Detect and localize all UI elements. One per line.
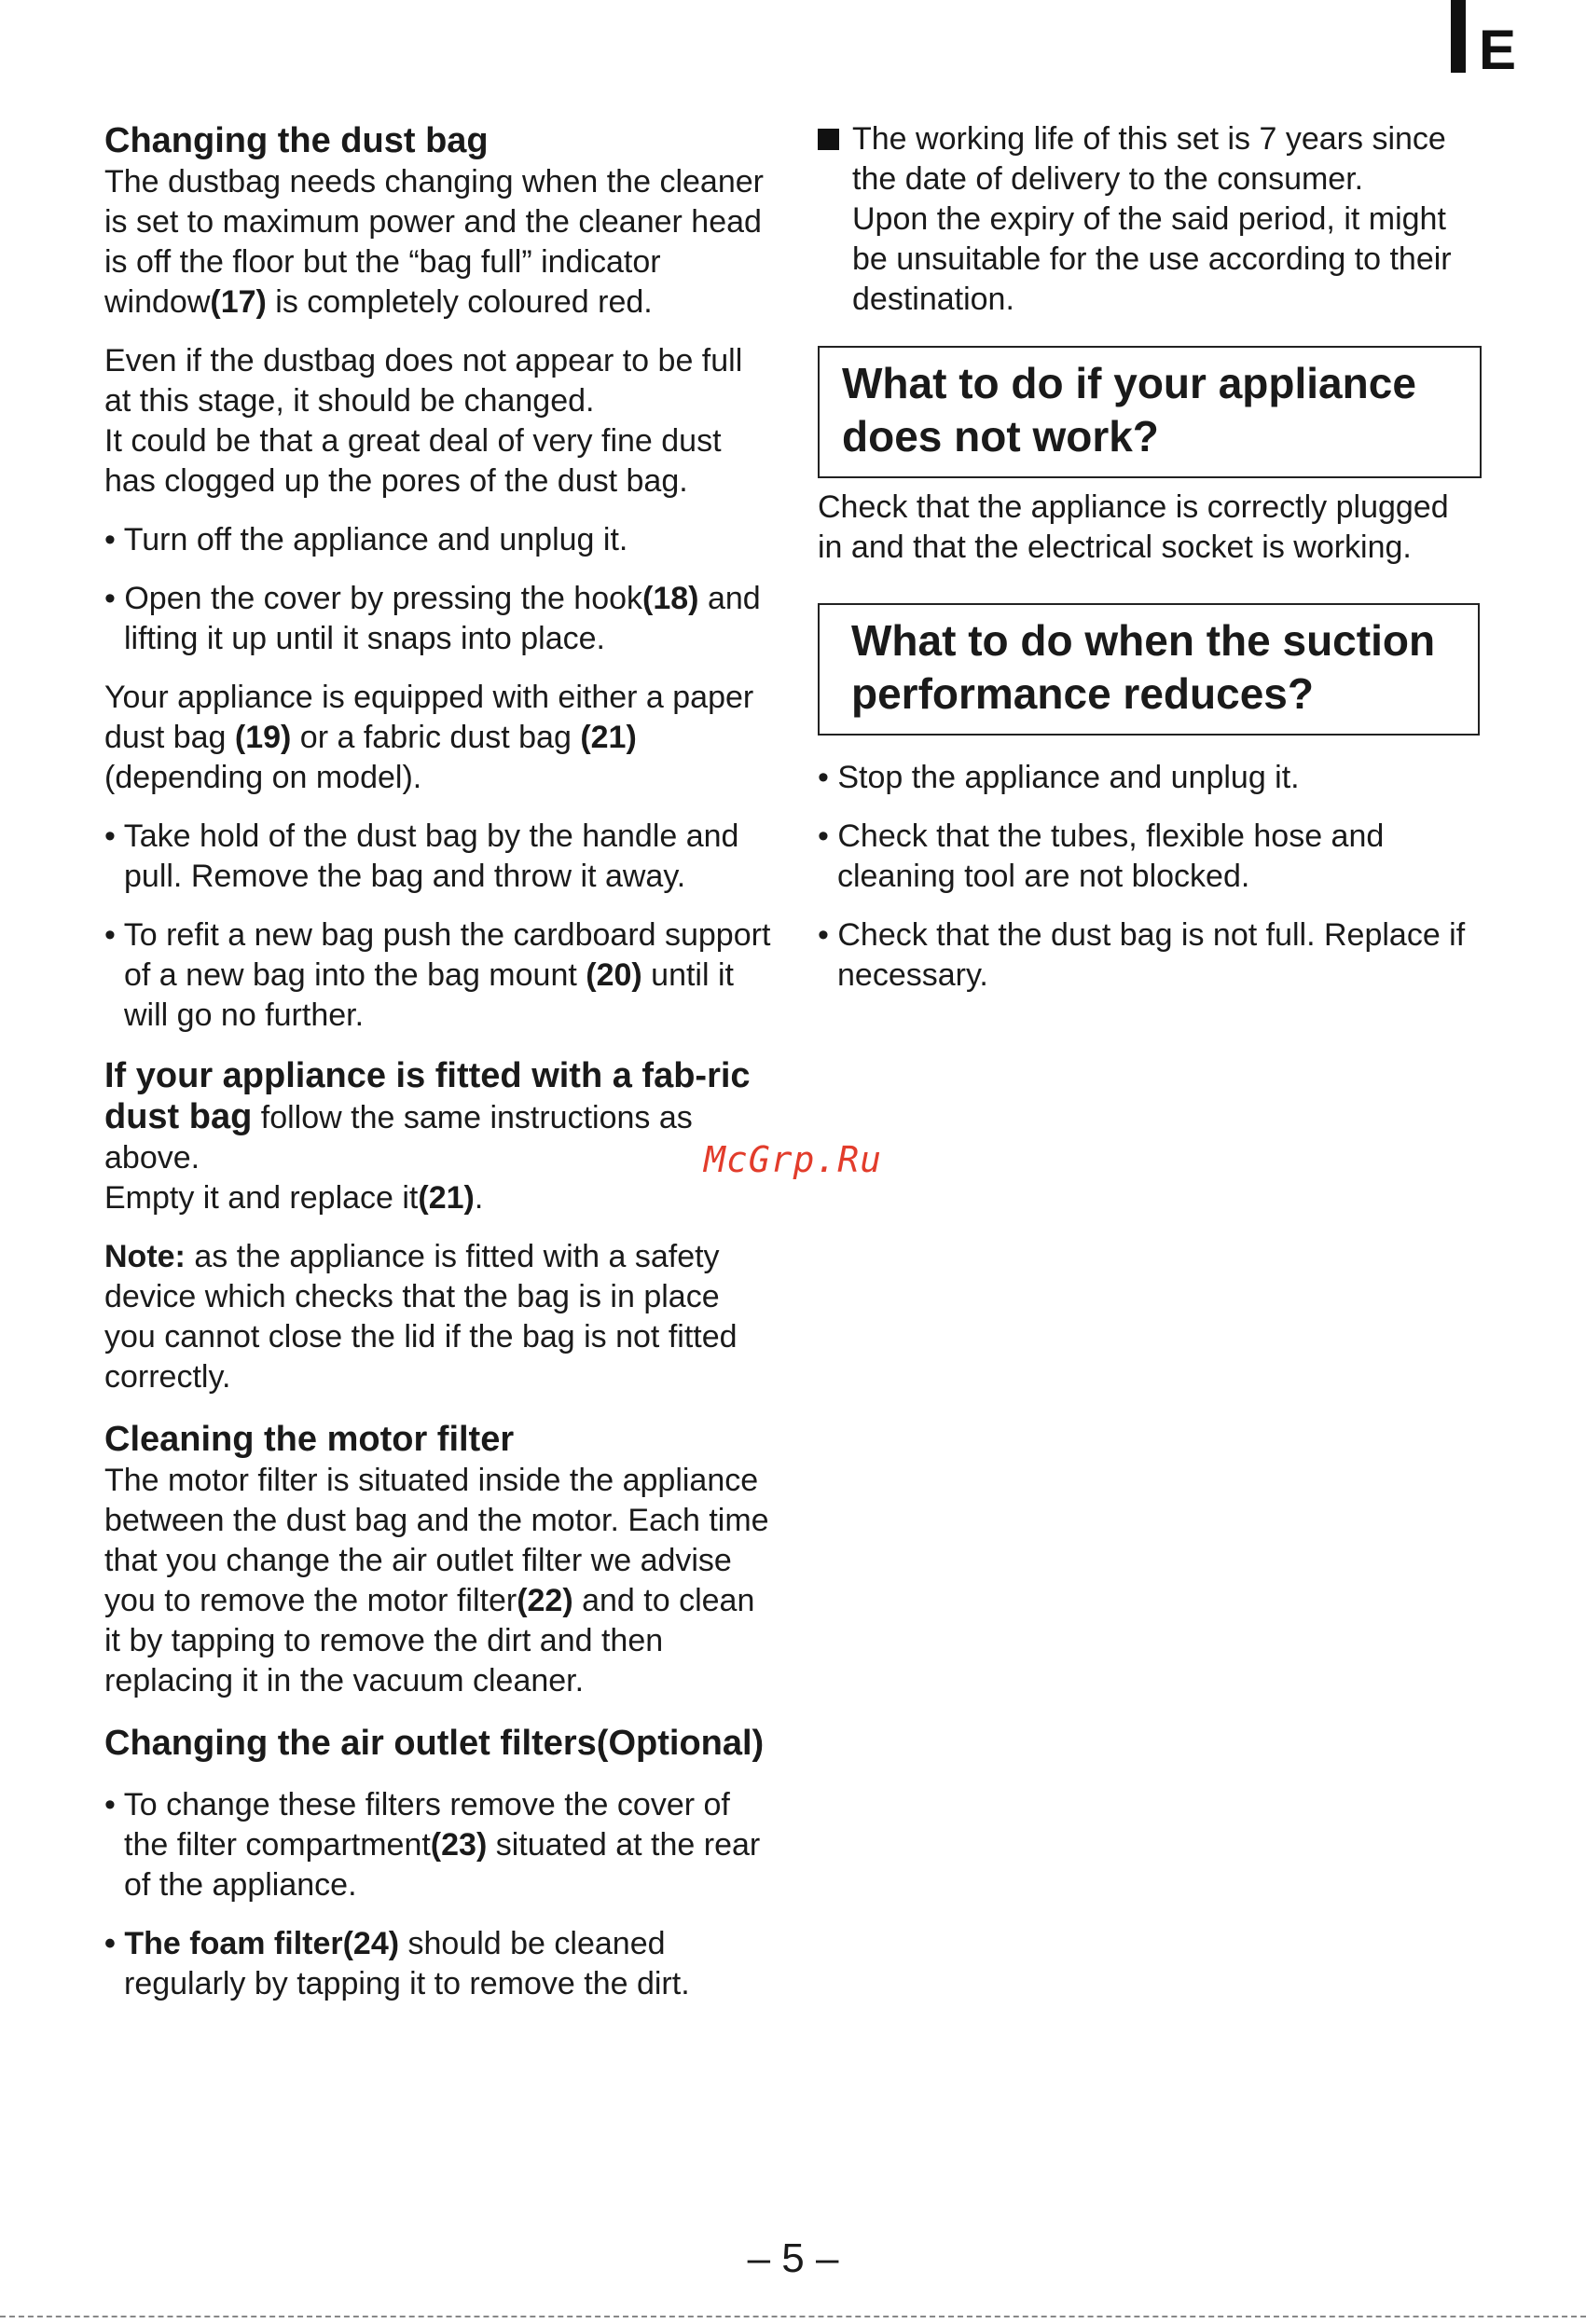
box-suction-reduces: What to do when the suction performance reduces? — [818, 603, 1480, 736]
bullet-change-filters: • To change these filters remove the cover of the filter compartment(23) situated at the rear of the appliance. — [104, 1787, 761, 1903]
bullet-unplug: • Turn off the appliance and unplug it. — [104, 522, 628, 557]
check-plug-paragraph: Check that the appliance is correctly plugged in and that the electrical socket is working. — [818, 489, 1449, 565]
note-label: Note: — [104, 1239, 186, 1274]
watermark: McGrp.Ru — [704, 1139, 883, 1180]
section-bar — [1451, 0, 1466, 73]
bullet-check-dust-bag: • Check that the dust bag is not full. Replace if necessary. — [818, 917, 1466, 993]
note-paragraph: Note: as the appliance is fitted with a safety device which checks that the bag is in place you cannot close the lid if the bag is not fitted correctly. — [104, 1239, 738, 1395]
dust-bag-paragraph-2: Even if the dustbag does not appear to be full at this stage, it should be changed. — [104, 343, 743, 419]
right-column — [818, 119, 1480, 996]
dust-bag-paragraph-3: It could be that a great deal of very fine dust has clogged up the pores of the dust bag. — [104, 423, 722, 499]
bullet-stop-appliance: • Stop the appliance and unplug it. — [818, 760, 1300, 795]
empty-paragraph: Empty it and replace it(21). — [104, 1180, 484, 1216]
bullet-check-tubes: • Check that the tubes, flexible hose and cleaning tool are not blocked. — [818, 818, 1385, 894]
square-bullet-icon — [818, 129, 839, 150]
left-column — [104, 119, 776, 2004]
dust-bag-paragraph-1: The dustbag needs changing when the cleaner is set to maximum power and the cleaner head is off the floor but the “bag full” indicator window(17) is completely coloured red. — [104, 164, 764, 320]
bullet-open-cover: • Open the cover by pressing the hook(18) and lifting it up until it snaps into place. — [104, 581, 761, 656]
language-marker: E — [1479, 19, 1517, 81]
bullet-refit: • To refit a new bag push the cardboard support of a new bag into the bag mount (20) until it will go no further. — [104, 917, 771, 1033]
page-number: – 5 – — [747, 2235, 839, 2281]
working-life-text-1: The working life of this set is 7 years since the date of delivery to the consumer. — [852, 121, 1446, 197]
bullet-foam-filter: • The foam filter(24) should be cleaned regularly by tapping it to remove the dirt. — [104, 1926, 690, 2001]
working-life-text-2: Upon the expiry of the said period, it might be unsuitable for the use according to their destination. — [852, 201, 1452, 317]
heading-motor-filter: Cleaning the motor filter — [104, 1420, 515, 1459]
heading-air-outlet-filters: Changing the air outlet filters(Optional) — [104, 1724, 765, 1763]
fabric-bag-paragraph: If your appliance is fitted with a fab-ric dust bag follow the same instructions as above. — [104, 1056, 751, 1176]
footer-rule — [0, 2316, 1586, 2317]
box-appliance-not-working: What to do if your appliance does not work? — [818, 346, 1482, 478]
motor-filter-paragraph: The motor filter is situated inside the appliance between the dust bag and the motor. Each time that you change the air outlet filter we advise you to remove the motor filter(22) and to clean it by tapping to remove the dirt and then replacing it in the vacuum cleaner. — [104, 1463, 769, 1698]
heading-changing-dust-bag: Changing the dust bag — [104, 121, 489, 160]
equipped-paragraph: Your appliance is equipped with either a paper dust bag (19) or a fabric dust bag (21) (depending on model). — [104, 680, 754, 795]
language-tab — [1451, 0, 1517, 81]
bullet-take-hold: • Take hold of the dust bag by the handle and pull. Remove the bag and throw it away. — [104, 818, 739, 894]
working-life-note — [818, 119, 1480, 320]
